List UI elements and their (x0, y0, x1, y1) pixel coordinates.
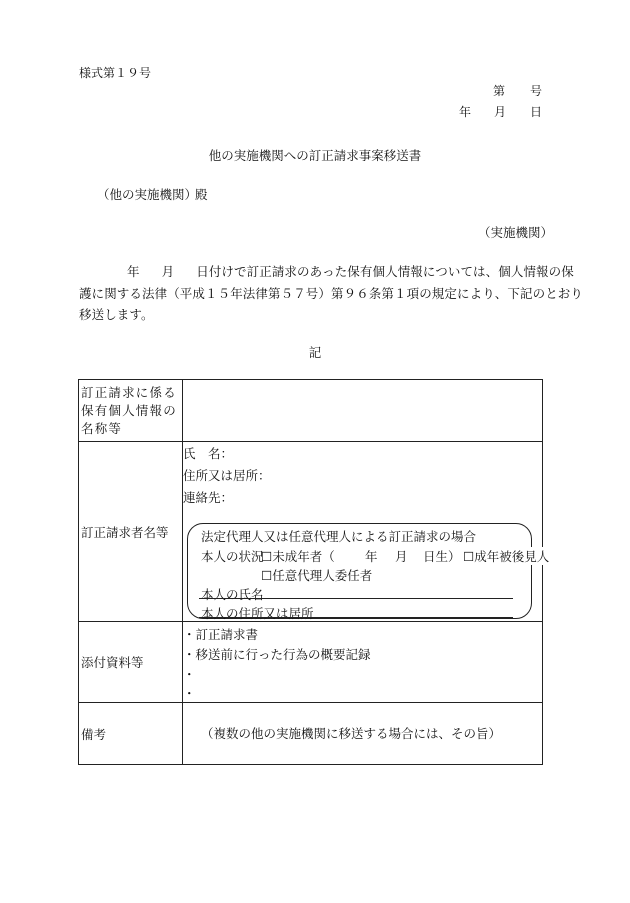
row-divider (79, 441, 542, 442)
principal-name-label: 本人の氏名 (201, 587, 264, 602)
row-label-requester: 訂正請求者名等 (81, 525, 169, 540)
body-line-3: 移送します。 (79, 307, 154, 322)
body-line-2: 護に関する法律（平成１５年法律第５７号）第９６条第１項の規定により、下記のとおり (79, 285, 584, 301)
attachment-item: ・ (183, 667, 196, 682)
body-line-1: 日付けで訂正請求のあった保有個人情報については、個人情報の保 (196, 264, 574, 279)
remarks-text: （複数の他の実施機関に移送する場合には、その旨） (201, 726, 502, 741)
document-title: 他の実施機関への訂正請求事案移送書 (208, 148, 422, 163)
principal-address-line (199, 617, 513, 618)
addressee-honorific: 殿 (195, 187, 208, 202)
row-label-remarks: 備考 (81, 727, 107, 742)
column-divider (182, 380, 183, 764)
details-table (78, 379, 550, 765)
requester-name-label: 氏 名： (183, 446, 234, 461)
delegate-checkbox: ☐任意代理人委任者 (261, 568, 373, 583)
document-number-label: 第 (493, 84, 506, 98)
birth-month-label: 月 (395, 549, 408, 564)
date-year-label: 年 (459, 105, 472, 119)
date-month-label: 月 (494, 105, 507, 119)
minor-checkbox: ☐未成年者（ (261, 549, 335, 564)
attachment-item: ・移送前に行った行為の概要記録 (183, 647, 371, 662)
birth-year-label: 年 (365, 549, 378, 564)
principal-name-line (199, 598, 513, 599)
date-day-label: 日 (530, 105, 543, 119)
birth-day-label: 日生） (423, 549, 461, 564)
adult-ward-checkbox: ☐成年被後見人 (463, 549, 550, 564)
row-label-attachments: 添付資料等 (81, 655, 144, 670)
principal-status-label: 本人の状況 (201, 549, 264, 564)
principal-address-label: 本人の住所又は居所 (201, 606, 314, 621)
body-year: 年 (127, 264, 140, 279)
attachment-item: ・訂正請求書 (183, 627, 259, 642)
document-number-suffix: 号 (530, 84, 543, 98)
row-label-info-name: 訂正請求に係る保有個人情報の名称等 (81, 385, 177, 436)
proxy-heading: 法定代理人又は任意代理人による訂正請求の場合 (201, 529, 477, 544)
addressee-agency: （他の実施機関） (97, 187, 198, 202)
ki-heading: 記 (308, 345, 322, 360)
form-number: 様式第１９号 (79, 66, 152, 80)
attachment-item: ・ (183, 686, 196, 701)
requester-address-label: 住所又は居所： (183, 468, 271, 483)
row-divider (79, 702, 542, 703)
body-paragraph (79, 261, 584, 326)
body-month: 月 (161, 264, 175, 279)
sender-agency: （実施機関） (478, 225, 554, 240)
requester-contact-label: 連絡先： (183, 490, 234, 505)
